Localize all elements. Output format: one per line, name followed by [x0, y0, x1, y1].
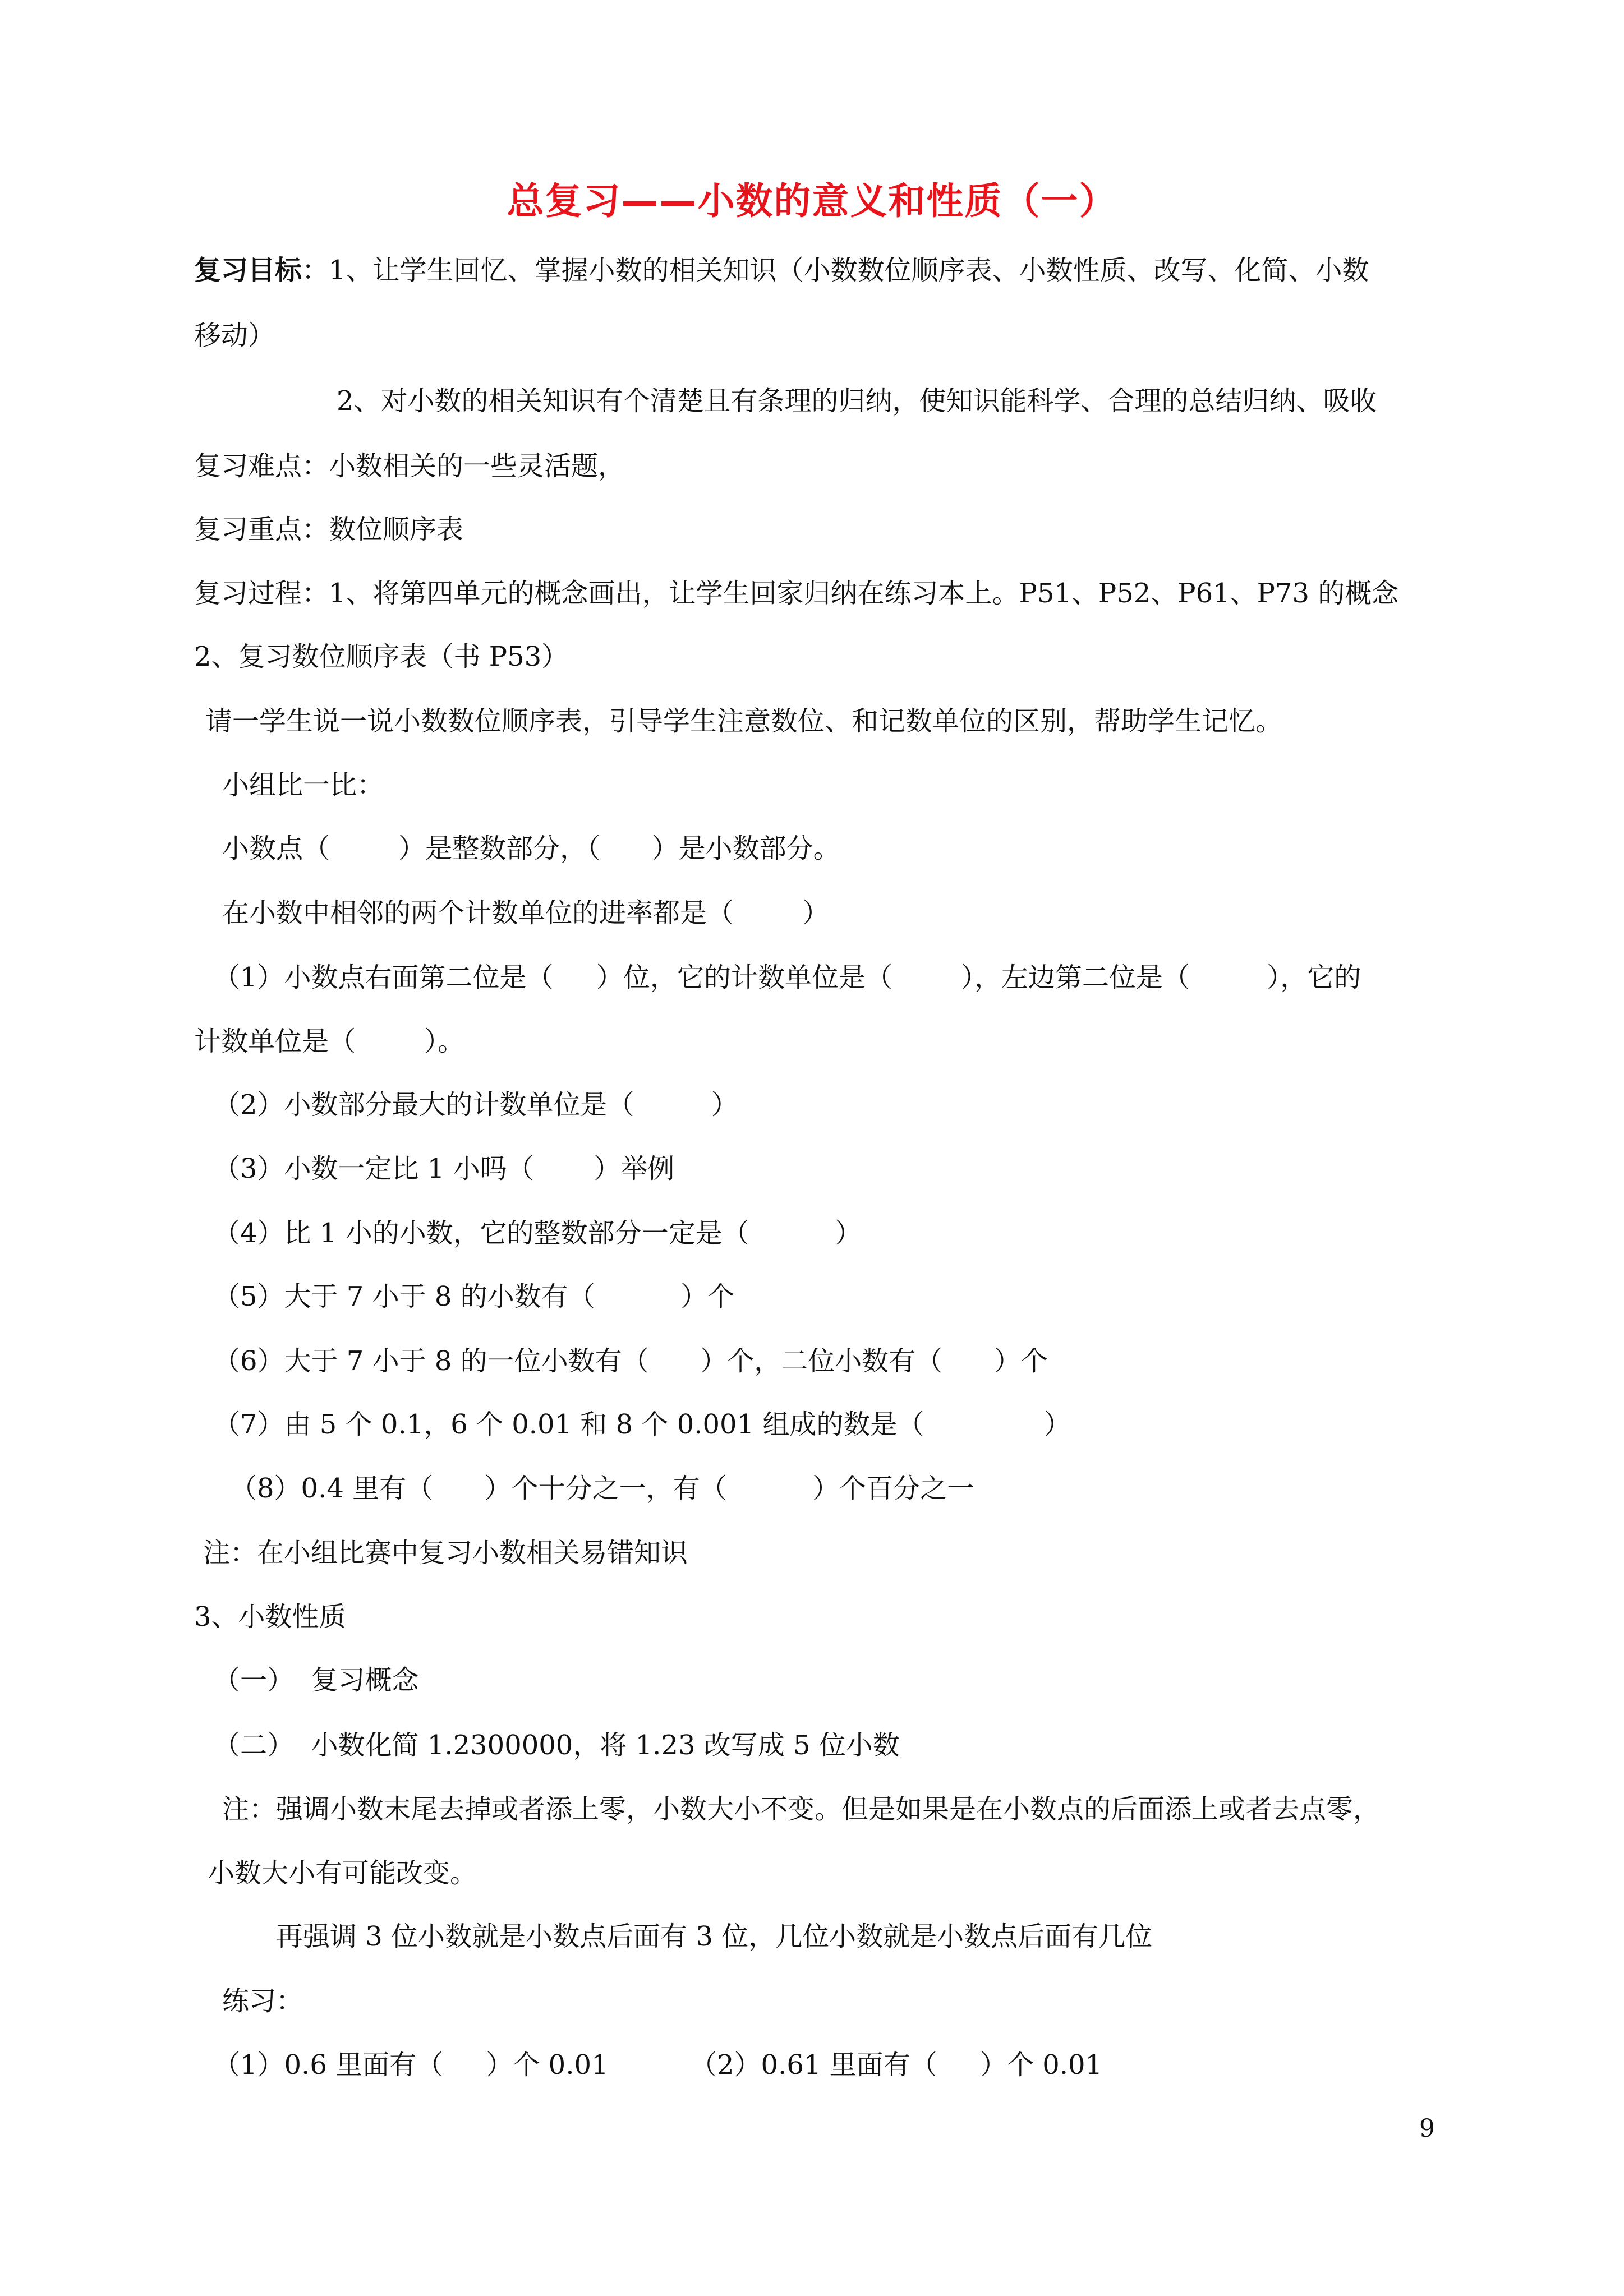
- question-2: （2）小数部分最大的计数单位是（ ）: [213, 1089, 738, 1121]
- question-decimal-point: 小数点（ ）是整数部分，（ ）是小数部分。: [222, 833, 840, 864]
- goal-line-1-cont: 移动）: [194, 320, 275, 351]
- note-2-line-1: 注：强调小数末尾去掉或者添上零，小数大小不变。但是如果是在小数点的后面添上或者去点零，: [222, 1794, 1381, 1825]
- practice-heading: 练习：: [222, 1985, 303, 2017]
- subsection-1: （一） 复习概念: [213, 1665, 419, 1696]
- key-point-line: 复习重点：数位顺序表: [194, 514, 464, 545]
- process-2-description: 请一学生说一说小数数位顺序表，引导学生注意数位、和记数单位的区别，帮助学生记忆。: [205, 706, 1283, 737]
- process-line-1: 复习过程：1、将第四单元的概念画出，让学生回家归纳在练习本上。P51、P52、P61、P73 的概念: [194, 578, 1399, 609]
- question-rate: 在小数中相邻的两个计数单位的进率都是（ ）: [222, 897, 830, 929]
- emphasis-line: 再强调 3 位小数就是小数点后面有 3 位，几位小数就是小数点后面有几位: [276, 1921, 1153, 1952]
- document-title: 总复习——小数的意义和性质（一）: [507, 179, 1117, 223]
- question-4: （4）比 1 小的小数，它的整数部分一定是（ ）: [213, 1218, 862, 1249]
- practice-2: （2）0.61 里面有（ ）个 0.01: [690, 2049, 1103, 2081]
- question-7: （7）由 5 个 0.1，6 个 0.01 和 8 个 0.001 组成的数是（ ）: [213, 1409, 1071, 1440]
- question-5: （5）大于 7 小于 8 的小数有（ ）个: [213, 1281, 735, 1312]
- page-number: 9: [1419, 2114, 1435, 2143]
- question-3: （3）小数一定比 1 小吗（ ）举例: [213, 1153, 675, 1184]
- process-line-2: 2、复习数位顺序表（书 P53）: [194, 641, 569, 672]
- note-2-line-2: 小数大小有可能改变。: [208, 1857, 477, 1889]
- goal-label: 复习目标: [194, 255, 302, 286]
- group-compare-heading: 小组比一比：: [222, 769, 384, 801]
- goal-line-2: 2、对小数的相关知识有个清楚且有条理的归纳，使知识能科学、合理的总结归纳、吸收: [337, 385, 1377, 417]
- question-1-line-1: （1）小数点右面第二位是（ ）位，它的计数单位是（ ），左边第二位是（ ），它的: [213, 962, 1361, 993]
- goal-1-text: ：1、让学生回忆、掌握小数的相关知识（小数数位顺序表、小数性质、改写、化简、小数: [302, 255, 1369, 286]
- question-8: （8）0.4 里有（ ）个十分之一，有（ ）个百分之一: [230, 1473, 974, 1504]
- difficulty-line: 复习难点：小数相关的一些灵活题，: [194, 450, 625, 482]
- note-1: 注：在小组比赛中复习小数相关易错知识: [203, 1537, 688, 1569]
- question-6: （6）大于 7 小于 8 的一位小数有（ ）个，二位小数有（ ）个: [213, 1345, 1048, 1377]
- subsection-2: （二） 小数化简 1.2300000，将 1.23 改写成 5 位小数: [213, 1730, 900, 1761]
- practice-1: （1）0.6 里面有（ ）个 0.01: [213, 2049, 609, 2081]
- question-1-line-2: 计数单位是（ ）。: [194, 1026, 465, 1057]
- section-3-heading: 3、小数性质: [194, 1601, 346, 1633]
- goal-line-1: [194, 253, 1369, 287]
